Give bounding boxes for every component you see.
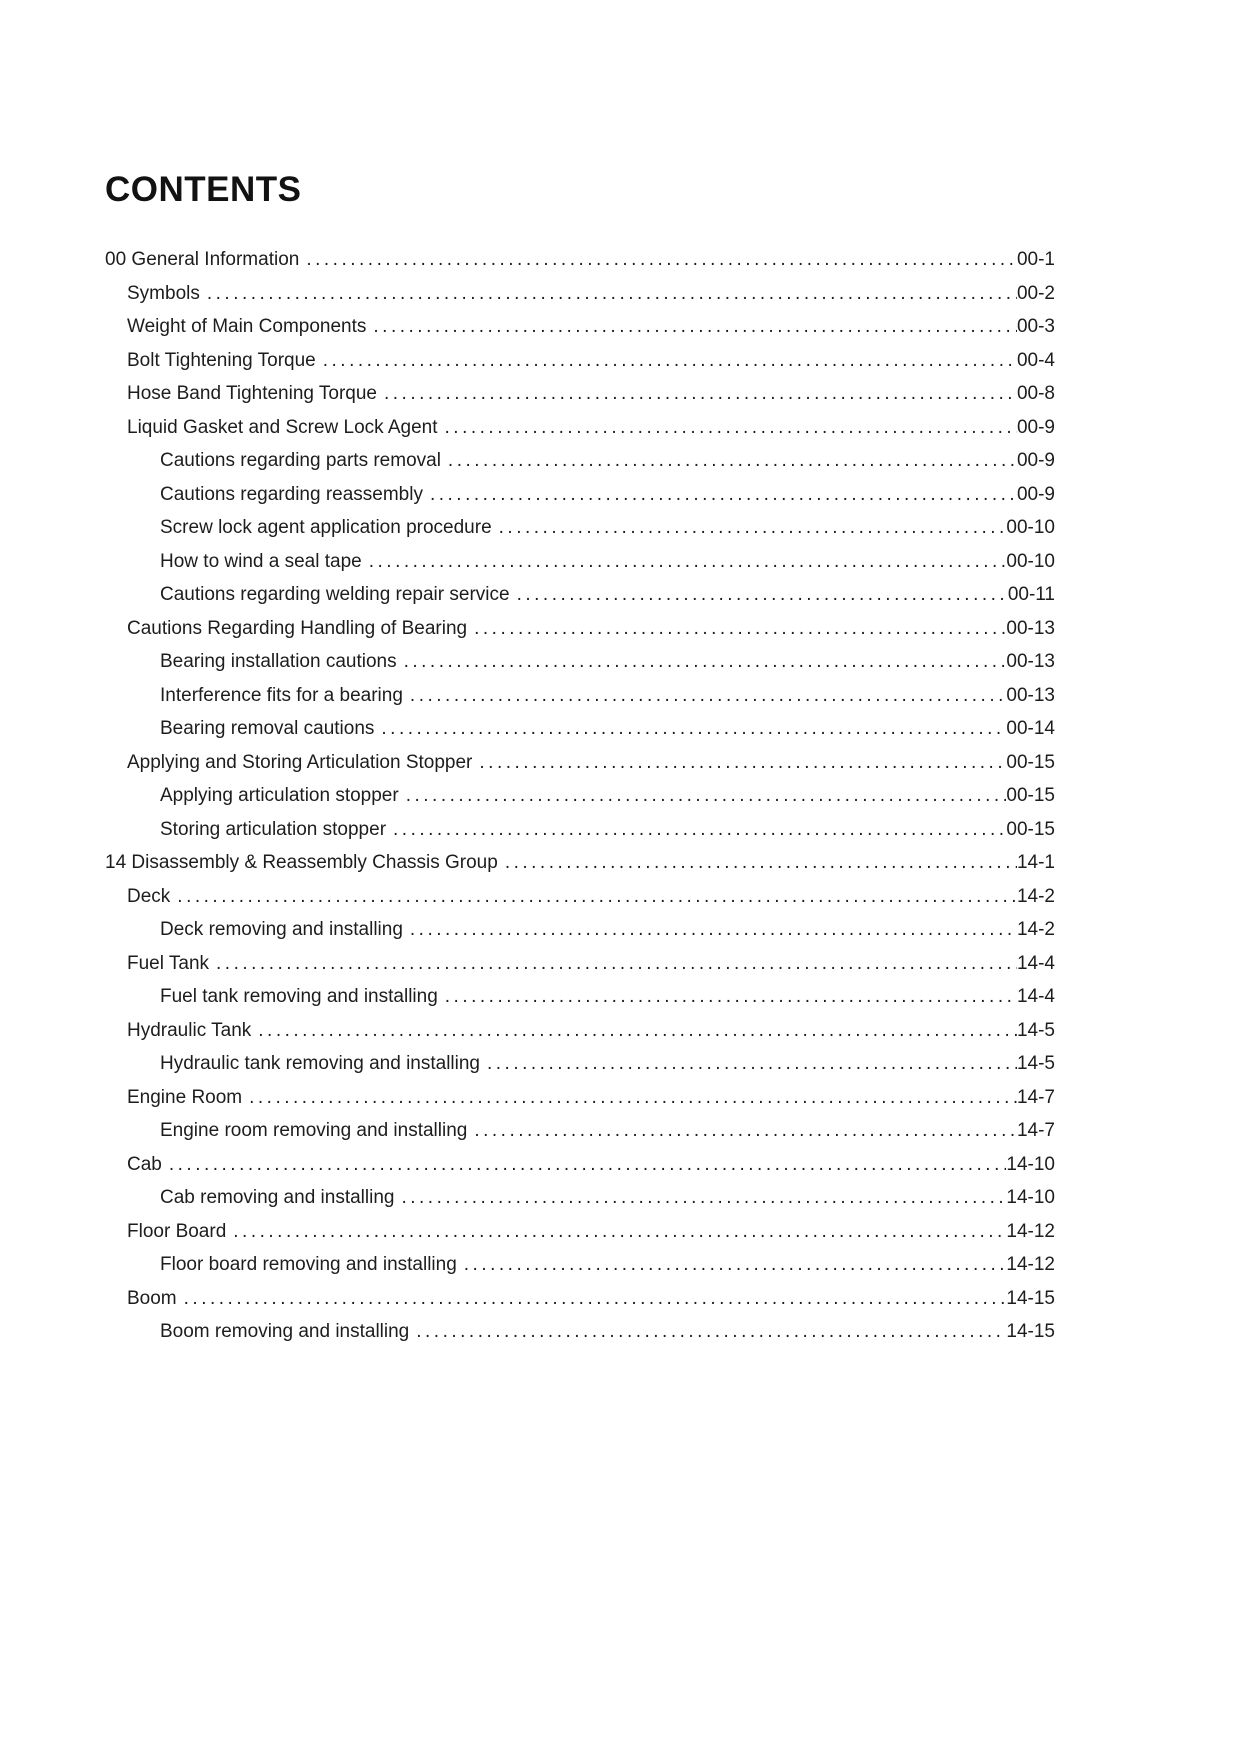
toc-entry-page: 00-11 <box>1007 584 1055 605</box>
toc-entry[interactable] <box>105 578 1055 612</box>
toc-entry-label: Boom removing and installing <box>160 1321 410 1342</box>
toc-entry-label: Screw lock agent application procedure <box>160 517 492 538</box>
toc-entry-label: Hose Band Tightening Torque <box>127 383 377 404</box>
toc-entry-label: Cautions Regarding Handling of Bearing <box>127 617 468 639</box>
toc-entry-label: Bearing installation cautions <box>160 651 397 672</box>
toc-entry[interactable] <box>105 712 1055 746</box>
toc-entry[interactable] <box>105 880 1055 914</box>
dot-leader <box>299 243 1017 277</box>
dot-leader <box>438 411 1017 445</box>
toc-entry[interactable] <box>105 1114 1055 1148</box>
toc-entry[interactable] <box>105 411 1055 445</box>
dot-leader <box>423 478 1017 512</box>
dot-leader <box>242 1081 1017 1115</box>
toc-entry[interactable] <box>105 1181 1055 1215</box>
dot-leader <box>467 612 1006 646</box>
toc-entry[interactable] <box>105 444 1055 478</box>
toc-entry-page: 00-9 <box>1016 450 1055 471</box>
toc-entry[interactable] <box>105 746 1055 780</box>
dot-leader <box>397 645 1007 679</box>
dot-leader <box>480 1047 1017 1081</box>
page-title: CONTENTS <box>105 170 302 209</box>
toc-entry[interactable] <box>105 1248 1055 1282</box>
dot-leader <box>457 1248 1007 1282</box>
toc-entry-label: Engine Room <box>127 1086 243 1108</box>
toc-entry-page: 14-4 <box>1016 986 1055 1007</box>
toc-entry-page: 00-13 <box>1006 684 1055 706</box>
toc-entry-page: 14-1 <box>1016 852 1055 873</box>
dot-leader <box>403 913 1017 947</box>
toc-entry-label: Cab removing and installing <box>160 1187 395 1208</box>
dot-leader <box>403 679 1006 713</box>
dot-leader <box>374 712 1006 746</box>
dot-leader <box>472 746 1006 780</box>
toc-entry[interactable] <box>105 645 1055 679</box>
toc-entry-page: 00-4 <box>1016 349 1055 371</box>
toc-entry[interactable] <box>105 779 1055 813</box>
toc-entry-label: Symbols <box>127 282 200 304</box>
dot-leader <box>226 1215 1006 1249</box>
toc-entry[interactable] <box>105 1047 1055 1081</box>
dot-leader <box>209 947 1017 981</box>
toc-entry[interactable] <box>105 310 1055 344</box>
toc-entry[interactable] <box>105 947 1055 981</box>
dot-leader <box>366 310 1017 344</box>
toc-entry[interactable] <box>105 813 1055 847</box>
dot-leader <box>200 277 1017 311</box>
toc-entry-label: Cautions regarding welding repair service <box>160 584 510 605</box>
dot-leader <box>394 1181 1006 1215</box>
toc-entry-page: 00-8 <box>1016 383 1055 404</box>
toc-entry[interactable] <box>105 545 1055 579</box>
toc-entry-label: 14 Disassembly & Reassembly Chassis Group <box>105 852 498 873</box>
dot-leader <box>377 377 1017 411</box>
toc-entry[interactable] <box>105 344 1055 378</box>
toc-entry-page: 14-10 <box>1006 1187 1055 1208</box>
toc-entry-label: Cautions regarding reassembly <box>160 483 423 505</box>
toc-entry-page: 00-3 <box>1016 316 1055 337</box>
dot-leader <box>510 578 1008 612</box>
toc-entry-label: Deck removing and installing <box>160 919 403 940</box>
dot-leader <box>162 1148 1007 1182</box>
dot-leader <box>251 1014 1017 1048</box>
toc-entry-page: 00-9 <box>1016 416 1055 438</box>
dot-leader <box>467 1114 1017 1148</box>
toc-entry-label: How to wind a seal tape <box>160 550 362 572</box>
toc-entry-label: Fuel Tank <box>127 952 210 974</box>
toc-entry-page: 14-15 <box>1006 1287 1055 1309</box>
toc-entry[interactable] <box>105 243 1055 277</box>
toc-entry[interactable] <box>105 679 1055 713</box>
toc-entry[interactable] <box>105 1215 1055 1249</box>
toc-entry-label: Weight of Main Components <box>127 316 367 337</box>
dot-leader <box>386 813 1006 847</box>
toc-entry[interactable] <box>105 913 1055 947</box>
dot-leader <box>438 980 1017 1014</box>
toc-entry-label: Liquid Gasket and Screw Lock Agent <box>127 416 438 438</box>
dot-leader <box>498 846 1017 880</box>
toc-entry[interactable] <box>105 1315 1055 1349</box>
toc-entry-label: Deck <box>127 885 171 907</box>
toc-entry-label: Hydraulic Tank <box>127 1019 252 1041</box>
dot-leader <box>409 1315 1006 1349</box>
toc-entry[interactable] <box>105 478 1055 512</box>
toc-entry-label: Interference fits for a bearing <box>160 684 403 706</box>
toc-entry-label: Engine room removing and installing <box>160 1120 468 1141</box>
toc-entry[interactable] <box>105 1282 1055 1316</box>
toc-entry-page: 00-13 <box>1006 651 1055 672</box>
toc-entry-label: Bearing removal cautions <box>160 718 375 739</box>
toc-entry-label: Boom <box>127 1287 177 1309</box>
toc-entry-page: 00-2 <box>1016 282 1055 304</box>
dot-leader <box>170 880 1017 914</box>
dot-leader <box>316 344 1017 378</box>
toc-entry-page: 14-12 <box>1006 1220 1055 1242</box>
toc-entry-page: 00-10 <box>1006 517 1055 538</box>
toc-entry-page: 14-4 <box>1016 952 1055 974</box>
dot-leader <box>177 1282 1007 1316</box>
toc-entry-label: 00 General Information <box>105 249 300 270</box>
toc-entry-label: Cab <box>127 1153 162 1175</box>
toc-entry[interactable] <box>105 1014 1055 1048</box>
toc-entry-page: 14-5 <box>1016 1019 1055 1041</box>
toc-entry-label: Floor board removing and installing <box>160 1254 457 1275</box>
toc-entry-page: 00-1 <box>1016 249 1055 270</box>
toc-entry[interactable] <box>105 612 1055 646</box>
toc-entry-page: 14-2 <box>1016 885 1055 907</box>
toc-entry-page: 14-15 <box>1006 1321 1055 1342</box>
toc-entry-page: 14-12 <box>1006 1254 1055 1275</box>
toc-entry[interactable] <box>105 1081 1055 1115</box>
toc-entry-label: Fuel tank removing and installing <box>160 986 438 1007</box>
dot-leader <box>399 779 1007 813</box>
toc-entry-page: 00-15 <box>1006 818 1055 840</box>
toc-entry-label: Bolt Tightening Torque <box>127 349 316 371</box>
toc-entry-label: Applying and Storing Articulation Stopper <box>127 751 473 773</box>
table-of-contents <box>105 243 1055 1349</box>
toc-entry-page: 14-7 <box>1016 1086 1055 1108</box>
toc-entry-label: Hydraulic tank removing and installing <box>160 1053 480 1074</box>
toc-entry-page: 14-7 <box>1016 1120 1055 1141</box>
toc-entry[interactable] <box>105 980 1055 1014</box>
toc-entry[interactable] <box>105 277 1055 311</box>
toc-entry-page: 00-15 <box>1006 751 1055 773</box>
toc-entry[interactable] <box>105 511 1055 545</box>
toc-entry-page: 00-13 <box>1006 617 1055 639</box>
toc-entry-page: 14-5 <box>1016 1053 1055 1074</box>
toc-entry-page: 14-2 <box>1016 919 1055 940</box>
toc-entry-page: 00-10 <box>1006 550 1055 572</box>
toc-entry-page: 00-14 <box>1006 718 1055 739</box>
dot-leader <box>492 511 1007 545</box>
toc-entry-page: 14-10 <box>1006 1153 1055 1175</box>
dot-leader <box>441 444 1017 478</box>
toc-entry-label: Floor Board <box>127 1220 227 1242</box>
toc-entry-label: Storing articulation stopper <box>160 818 387 840</box>
toc-entry-label: Applying articulation stopper <box>160 785 399 806</box>
toc-entry[interactable] <box>105 1148 1055 1182</box>
toc-entry-page: 00-15 <box>1006 785 1055 806</box>
toc-entry-page: 00-9 <box>1016 483 1055 505</box>
toc-entry[interactable] <box>105 377 1055 411</box>
toc-entry[interactable] <box>105 846 1055 880</box>
dot-leader <box>362 545 1007 579</box>
toc-entry-label: Cautions regarding parts removal <box>160 450 441 471</box>
